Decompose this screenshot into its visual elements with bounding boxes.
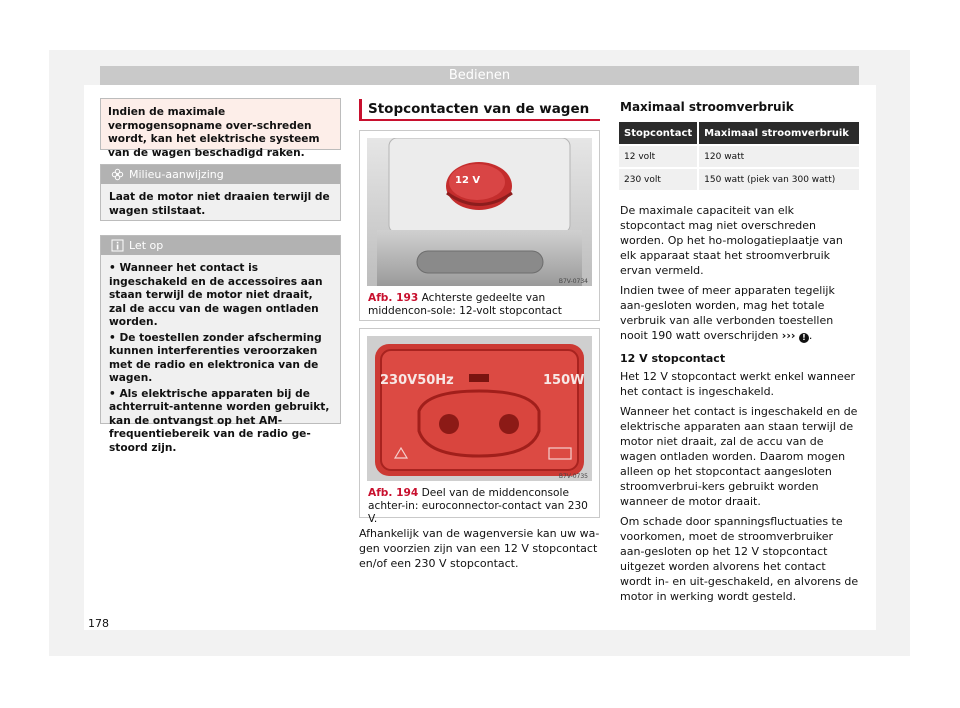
socket-12v-image	[367, 138, 592, 286]
socket-230v-image	[367, 336, 592, 481]
paragraph: Om schade door spanningsfluctuaties te voorkomen, moet de stroomverbruiker aan-gesloten op het 12 V stopcontact uitgezet worden alvorens het contact wordt in- en uit-geschakeld, en alvorens de motor in werking wordt gesteld.	[620, 515, 859, 603]
figure-code: B7V-0735	[558, 473, 588, 480]
figure-193	[359, 130, 600, 321]
figure-code: B7V-0734	[558, 278, 588, 285]
chapter-header: Bedienen	[100, 66, 859, 85]
power-table	[619, 122, 859, 190]
socket-rating-right: 150W	[543, 373, 585, 388]
figure-caption-text: Deel van de middenconsole achter-in: euroconnector-contact van 230 V.	[368, 487, 588, 525]
right-column-text	[620, 203, 860, 609]
section-title: Stopcontacten van de wagen	[368, 101, 590, 117]
table-header-cell: Stopcontact	[619, 122, 698, 145]
paragraph: De maximale capaciteit van elk stopcontact mag niet overschreden worden. Op het ho-mologatieplaatje van elk apparaat staat het stroomverbruik ervan vermeld.	[620, 204, 843, 277]
figure-caption	[368, 487, 593, 526]
socket-rating-left: 230V50Hz	[380, 373, 454, 388]
table-header-row	[619, 122, 859, 145]
table-cell: 12 volt	[619, 145, 698, 168]
caution-note-title: Let op	[129, 239, 164, 252]
paragraph-text: Indien twee of meer apparaten tegelijk aan-gesloten worden, mag het totale verbruik van alle verbonden toestellen nooit 190 watt overschrijden	[620, 284, 835, 342]
figure-caption	[368, 292, 593, 318]
figure-label: Afb. 193	[368, 292, 419, 304]
caution-item-text: Als elektrische apparaten bij de achterruit-antenne worden gebruikt, kan de ontvangst op het AM-frequentiebereik van de radio ge-stoord zijn.	[109, 387, 330, 454]
section-accent-bar	[359, 99, 362, 119]
caution-item-text: De toestellen zonder afscherming kunnen interferenties veroorzaken met de radio en elektronica van de wagen.	[109, 331, 322, 384]
info-icon	[111, 239, 124, 252]
paragraph: Wanneer het contact is ingeschakeld en de elektrische apparaten aan staan terwijl de motor niet draait, zal de accu van de wagen ontladen worden. Daarom mogen alleen op het stopcontact aangesloten stroomverbrui-kers gebruikt worden wanneer de motor draait.	[620, 405, 858, 508]
paragraph: Indien twee of meer apparaten tegelijk aan-gesloten worden, mag het totale verbruik van alle verbonden toestellen nooit 190 watt overschrijden ››› ! .	[620, 284, 835, 342]
flower-icon	[111, 168, 124, 181]
subheading: 12 V stopcontact	[620, 352, 726, 365]
socket-cap-label: 12 V	[455, 175, 481, 186]
caution-note-header	[101, 236, 340, 255]
environment-note-title: Milieu-aanwijzing	[129, 168, 224, 181]
section-underline	[359, 119, 600, 121]
page-number: 178	[88, 617, 109, 630]
caution-item: • Als elektrische apparaten bij de achterruit-antenne worden gebruikt, kan de ontvangst op het AM-frequentiebereik van de radio ge-stoord zijn.	[109, 387, 330, 454]
warning-box: Indien de maximale vermogensopname over-schreden wordt, kan het elektrische systeem van de wagen beschadigd raken.	[100, 98, 341, 150]
caution-item-text: Wanneer het contact is ingeschakeld en de accessoires aan staan terwijl de motor niet draait, zal de accu van de wagen ontladen worden.	[109, 262, 323, 328]
environment-note-body: Laat de motor niet draaien terwijl de wagen stilstaat.	[101, 184, 340, 220]
environment-note-header	[101, 165, 340, 184]
figure-label: Afb. 194	[368, 487, 419, 499]
caution-item: • Wanneer het contact is ingeschakeld en de accessoires aan staan terwijl de motor niet draait, zal de accu van de wagen ontladen worden.	[109, 262, 323, 328]
figure-194	[359, 328, 600, 525]
intro-paragraph: Afhankelijk van de wagenversie kan uw wa-gen voorzien zijn van een 12 V stopcontact en/of een 230 V stopcontact.	[359, 527, 600, 570]
reference-arrows: ›››	[781, 329, 796, 342]
table-title: Maximaal stroomverbruik	[620, 100, 794, 114]
environment-note	[100, 164, 341, 221]
table-row	[619, 145, 859, 168]
table-header-cell: Maximaal stroomverbruik	[698, 122, 859, 145]
caution-item: • De toestellen zonder afscherming kunnen interferenties veroorzaken met de radio en elektronica van de wagen.	[109, 331, 322, 384]
paragraph: Het 12 V stopcontact werkt enkel wanneer het contact is ingeschakeld.	[620, 370, 856, 398]
caution-note	[100, 235, 341, 454]
caution-note-body	[101, 255, 340, 454]
table-row	[619, 168, 859, 190]
table-cell: 120 watt	[698, 145, 859, 168]
table-cell: 150 watt (piek van 300 watt)	[698, 168, 859, 190]
table-cell: 230 volt	[619, 168, 698, 190]
warning-circle-icon: !	[799, 333, 809, 343]
figure-caption-text: Achterste gedeelte van middencon-sole: 12-volt stopcontact	[368, 292, 562, 317]
